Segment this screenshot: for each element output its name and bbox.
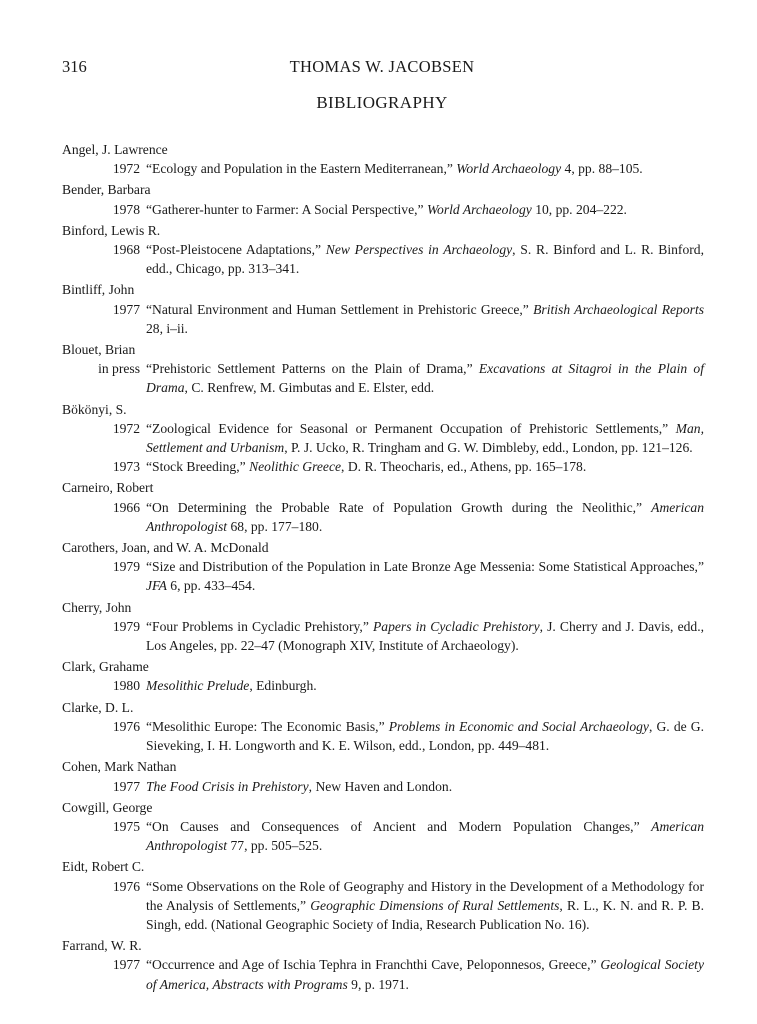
bib-entry <box>62 617 704 655</box>
bib-entry-title: Geographic Dimensions of Rural Settlements <box>310 897 560 913</box>
bib-author: Carothers, Joan, and W. A. McDonald <box>62 540 269 556</box>
bib-entry-text <box>146 676 704 695</box>
bib-entry-text <box>146 557 704 595</box>
bib-entry-text <box>146 200 704 219</box>
bib-author: Bintliff, John <box>62 282 135 298</box>
running-head: THOMAS W. JACOBSEN <box>289 57 475 76</box>
bib-entry-segment: , S. R. Binford and L. R. Binford, edd., Chicago, pp. 313–341. <box>146 242 704 277</box>
bib-entry-segment: “Zoological Evidence for Seasonal or Permanent Occupation of Prehistoric Settlements,” <box>146 420 676 436</box>
bib-entry-segment: “Ecology and Population in the Eastern Mediterranean,” <box>146 161 457 177</box>
bib-entry-year: 1979 <box>112 559 140 575</box>
bib-entry-year: 1978 <box>112 201 140 217</box>
bib-entry-year: 1972 <box>112 420 140 436</box>
bib-author: Clark, Grahame <box>62 659 149 675</box>
bib-entry-segment: , C. Renfrew, M. Gimbutas and E. Elster, edd. <box>184 380 435 396</box>
bib-entry <box>62 300 704 338</box>
bib-entry-title: The Food Crisis in Prehistory <box>146 778 309 794</box>
bib-entry-text <box>146 159 704 178</box>
bibliography-list <box>62 140 704 994</box>
bib-entry <box>62 717 704 755</box>
bib-entry-year: 1977 <box>112 778 140 794</box>
bib-entry-title: Mesolithic Prelude <box>146 678 250 694</box>
bib-entry-year: 1975 <box>112 818 140 834</box>
bib-entry-segment: , R. L., K. N. and R. P. B. Singh, edd. (National Geographic Society of India, Research Publication No. 16). <box>146 897 704 932</box>
bib-entry <box>62 159 704 178</box>
section-title: BIBLIOGRAPHY <box>316 93 448 112</box>
bib-entry-text <box>146 717 704 755</box>
bib-author: Binford, Lewis R. <box>62 222 161 238</box>
bib-entry-segment: 4, pp. 88–105. <box>561 161 643 177</box>
bib-entry-year: 1980 <box>112 678 140 694</box>
bib-author: Bökönyi, S. <box>62 401 127 417</box>
bib-entry-title: JFA <box>146 578 167 594</box>
bib-author: Eidt, Robert C. <box>62 859 145 875</box>
bib-entry-title: American Anthropologist <box>146 818 704 854</box>
bib-entry-segment: “Stock Breeding,” <box>146 459 250 475</box>
bib-entry-year: 1972 <box>112 161 140 177</box>
bib-entry-title: World Archaeology <box>426 201 532 217</box>
bib-entry-segment: “Post-Pleistocene Adaptations,” <box>146 242 326 258</box>
bib-author: Angel, J. Lawrence <box>62 142 168 157</box>
bib-entry <box>62 457 704 476</box>
bib-author: Clarke, D. L. <box>62 699 134 715</box>
bib-entry-text <box>146 240 704 278</box>
bib-entry-text <box>146 877 704 935</box>
bib-entry-segment: “Prehistoric Settlement Patterns on the Plain of Drama,” <box>146 361 479 377</box>
bib-entry-text <box>146 419 704 457</box>
bib-author: Cowgill, George <box>62 799 153 815</box>
bib-entry <box>62 877 704 935</box>
bib-entry-segment: “On Causes and Consequences of Ancient and Modern Population Changes,” <box>146 818 652 834</box>
bib-entry-title: British Archaeological Reports <box>533 301 705 317</box>
bib-entry-text <box>146 498 704 536</box>
bib-entry-year: 1976 <box>112 718 140 734</box>
bib-entry-segment: “Some Observations on the Role of Geography and History in the Development of a Methodology for the Analysis of Settlements,” <box>146 878 704 913</box>
bib-entry-year: in press <box>98 361 140 377</box>
bib-author: Cherry, John <box>62 599 132 615</box>
bib-entry-text <box>146 457 704 476</box>
bib-entry-text <box>146 955 704 993</box>
bib-entry <box>62 676 704 695</box>
bib-entry-title: New Perspectives in Archaeology <box>325 242 513 258</box>
bib-entry-segment: , J. Cherry and J. Davis, edd., Los Angeles, pp. 22–47 (Monograph XIV, Institute of Archaeology). <box>146 618 704 654</box>
bib-entry-text <box>146 617 704 655</box>
bib-entry-title: Neolithic Greece <box>249 459 342 475</box>
bib-entry <box>62 359 704 397</box>
bib-entry-segment: 28, i–ii. <box>146 320 188 336</box>
bib-entry-segment: “Size and Distribution of the Population in Late Bronze Age Messenia: Some Statistical Approaches,” <box>146 559 704 575</box>
bib-entry-text <box>146 359 704 397</box>
bib-entry <box>62 557 704 595</box>
bib-entry <box>62 955 704 993</box>
bib-entry-segment: , New Haven and London. <box>308 778 453 794</box>
bib-author: Cohen, Mark Nathan <box>62 759 177 775</box>
bib-entry-segment: 77, pp. 505–525. <box>227 838 323 854</box>
bib-entry-segment: , Edinburgh. <box>249 678 317 694</box>
bib-entry-title: American Anthropologist <box>146 499 704 534</box>
bib-entry <box>62 817 704 855</box>
bib-entry-segment: “Occurrence and Age of Ischia Tephra in Franchthi Cave, Peloponnesos, Greece,” <box>146 957 601 973</box>
bib-entry <box>62 240 704 278</box>
bib-entry-year: 1976 <box>112 878 140 894</box>
bib-entry-segment: 68, pp. 177–180. <box>227 518 323 534</box>
bib-entry <box>62 200 704 219</box>
bib-entry-segment: , G. de G. Sieveking, I. H. Longworth and K. E. Wilson, edd., London, pp. 449–481. <box>146 718 705 754</box>
bib-entry <box>62 777 704 796</box>
bib-entry-text <box>146 777 704 796</box>
bib-entry-year: 1977 <box>112 301 140 317</box>
bib-entry-segment: 9, p. 1971. <box>347 976 409 992</box>
bib-entry-title: World Archaeology <box>456 161 562 177</box>
page-number: 316 <box>62 57 87 76</box>
bib-entry-segment: 10, pp. 204–222. <box>531 201 627 217</box>
bib-author: Farrand, W. R. <box>62 938 142 954</box>
bib-entry-title: Geological Society of America, Abstracts with Programs <box>146 957 704 992</box>
bib-entry-segment: , D. R. Theocharis, ed., Athens, pp. 165–178. <box>341 459 587 475</box>
page-header <box>62 57 702 81</box>
bib-author: Carneiro, Robert <box>62 480 154 496</box>
bib-entry-text <box>146 300 704 338</box>
bib-entry-year: 1979 <box>112 618 140 634</box>
bib-entry <box>62 498 704 536</box>
bib-entry-segment: “Natural Environment and Human Settlement in Prehistoric Greece,” <box>146 301 534 317</box>
bib-entry-year: 1968 <box>112 242 140 258</box>
bib-entry-segment: , P. J. Ucko, R. Tringham and G. W. Dimbleby, edd., London, pp. 121–126. <box>284 440 693 456</box>
bib-entry-segment: 6, pp. 433–454. <box>166 578 256 594</box>
bib-entry <box>62 419 704 457</box>
bib-entry-segment: “Gatherer-hunter to Farmer: A Social Perspective,” <box>146 201 427 217</box>
bib-entry-segment: “Four Problems in Cycladic Prehistory,” <box>146 618 373 634</box>
bib-author: Blouet, Brian <box>62 342 136 358</box>
bib-entry-title: Man, Settlement and Urbanism <box>146 420 704 456</box>
bib-entry-year: 1966 <box>112 499 140 515</box>
bib-entry-title: Excavations at Sitagroi in the Plain of Drama <box>146 361 704 396</box>
bib-entry-segment: “On Determining the Probable Rate of Population Growth during the Neolithic,” <box>146 499 652 515</box>
bib-entry-year: 1973 <box>112 459 140 475</box>
bib-entry-year: 1977 <box>112 957 140 973</box>
bib-entry-title: Papers in Cycladic Prehistory <box>372 618 540 634</box>
bib-entry-segment: “Mesolithic Europe: The Economic Basis,” <box>146 718 389 734</box>
bib-entry-text <box>146 817 704 855</box>
bib-author: Bender, Barbara <box>62 182 151 198</box>
bib-entry-title: Problems in Economic and Social Archaeology <box>388 718 649 734</box>
